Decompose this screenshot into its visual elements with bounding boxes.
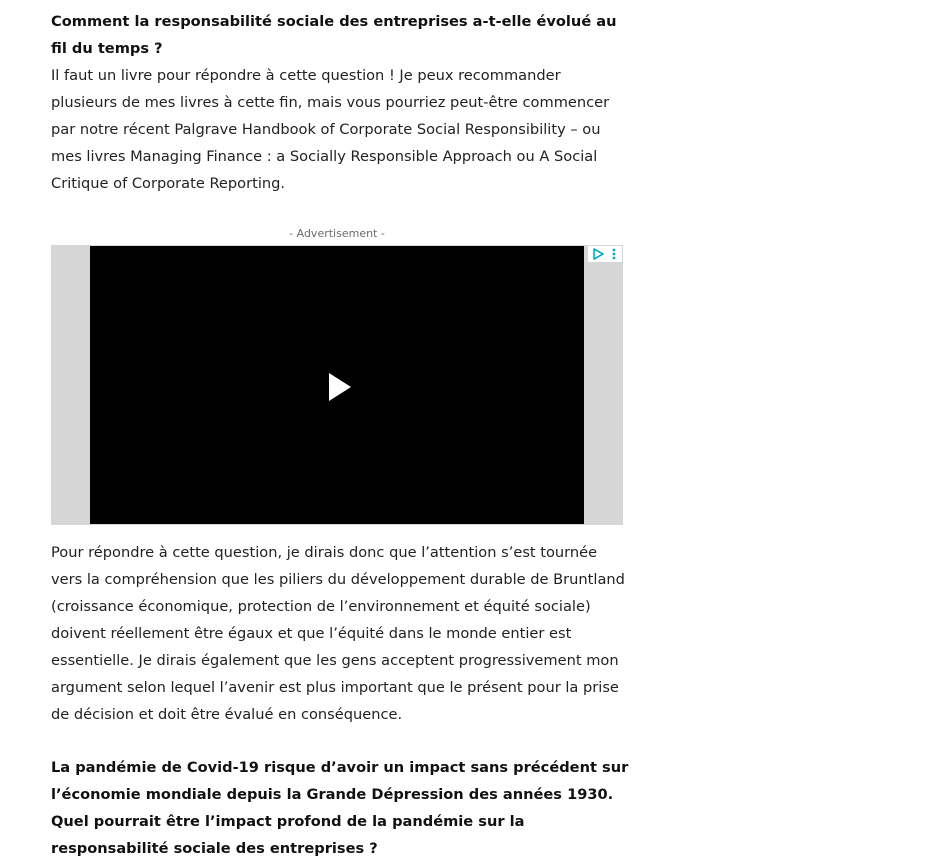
advertisement-label: - Advertisement -	[289, 227, 385, 240]
video-player[interactable]	[90, 246, 584, 524]
adchoices-badge[interactable]	[588, 246, 622, 262]
question-heading-1: Comment la responsabilité sociale des entreprises a-t-elle évolué au fil du temps ?	[51, 13, 617, 57]
answer-paragraph-2: Pour répondre à cette question, je dirais donc que l’attention s’est tournée vers la compréhension que les piliers du développement durable de Bruntland (croissance économique, protection de l’environnement et équité sociale) doivent réellement être égaux et que l’équité dans le monde entier est essentielle. Je dirais également que les gens acceptent progressivement mon argument selon lequel l’avenir est plus important que le présent pour la prise de décision et doit être évalué en conséquence.	[51, 544, 625, 723]
vertical-dots-icon[interactable]	[609, 247, 619, 261]
question-heading-2: La pandémie de Covid-19 risque d’avoir un impact sans précédent sur l’économie mondiale depuis la Grande Dépression des années 1930. Quel pourrait être l’impact profond de la pandémie sur la responsabilité sociale des entreprises ?	[51, 759, 629, 857]
adchoices-triangle-icon[interactable]	[591, 247, 605, 261]
advertisement-container[interactable]	[51, 245, 623, 525]
article-block-1	[51, 8, 629, 197]
play-icon[interactable]	[329, 373, 351, 401]
answer-paragraph-1: Il faut un livre pour répondre à cette question ! Je peux recommander plusieurs de mes livres à cette fin, mais vous pourriez peut-être commencer par notre récent Palgrave Handbook of Corporate Social Responsibility – ou mes livres Managing Finance : a Socially Responsible Approach ou A Social Critique of Corporate Reporting.	[51, 67, 610, 192]
article-block-3	[51, 754, 629, 862]
article-block-2	[51, 539, 629, 728]
